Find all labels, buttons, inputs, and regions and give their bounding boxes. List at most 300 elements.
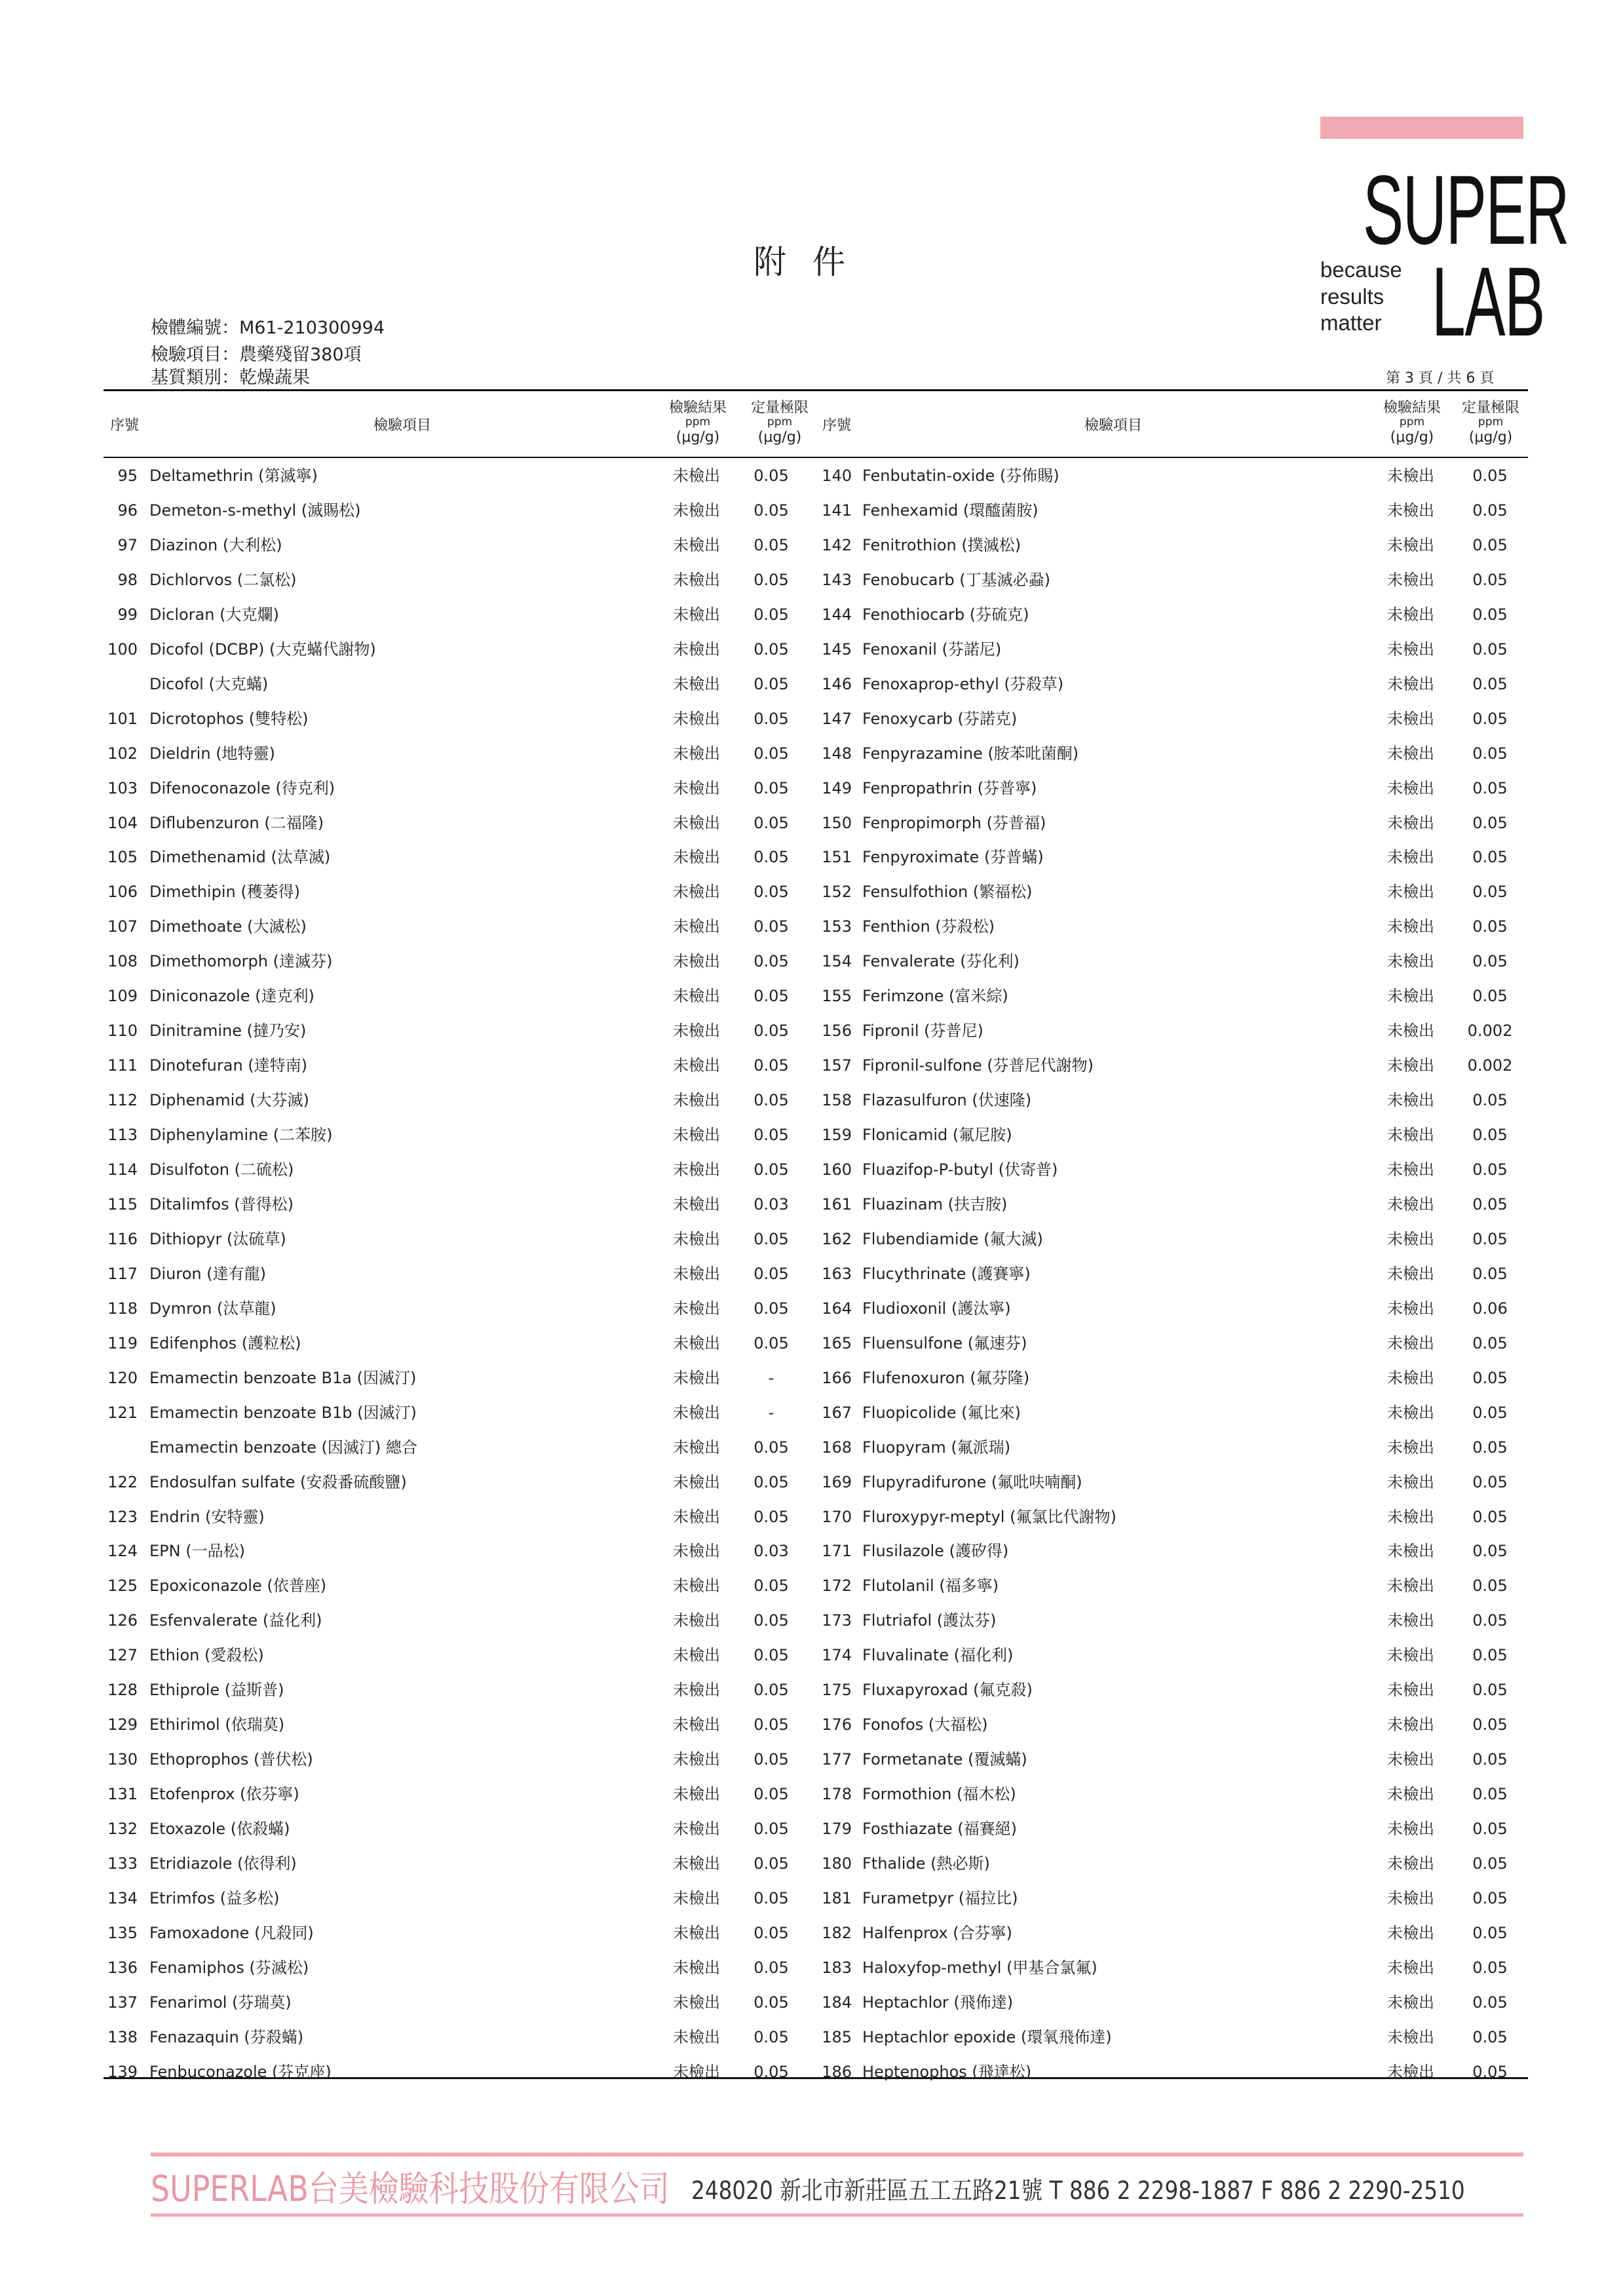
- row-result: 未檢出: [673, 1820, 720, 1839]
- row-result: 未檢出: [1387, 1403, 1434, 1422]
- row-number: 157: [822, 1056, 852, 1075]
- row-limit: 0.05: [1472, 917, 1508, 936]
- row-number: 177: [822, 1750, 852, 1769]
- row-limit: 0.06: [1472, 1299, 1508, 1318]
- logo-tagline-3: matter: [1320, 311, 1382, 335]
- row-item-name: Haloxyfop-methyl (甲基合氯氟): [862, 1958, 1098, 1977]
- row-limit: 0.05: [754, 1888, 789, 1907]
- row-result: 未檢出: [1387, 1056, 1434, 1075]
- row-limit: 0.05: [1472, 1438, 1508, 1457]
- row-limit: 0.05: [754, 1056, 789, 1075]
- row-item-name: Ethion (愛殺松): [149, 1646, 264, 1665]
- row-number: 130: [107, 1750, 138, 1769]
- row-result: 未檢出: [673, 2027, 720, 2046]
- row-number: 180: [822, 1854, 852, 1873]
- row-limit: 0.05: [1472, 1403, 1508, 1422]
- row-limit: 0.05: [1472, 1229, 1508, 1248]
- row-number: 151: [822, 848, 852, 867]
- row-limit: 0.05: [754, 2027, 789, 2046]
- row-result: 未檢出: [673, 1888, 720, 1907]
- row-result: 未檢出: [673, 2062, 720, 2081]
- row-number: 111: [107, 1056, 138, 1075]
- row-limit: 0.05: [1472, 1264, 1508, 1283]
- row-item-name: Flonicamid (氟尼胺): [862, 1126, 1012, 1145]
- row-result: 未檢出: [1387, 2062, 1434, 2081]
- row-item-name: Dicofol (大克蟎): [149, 674, 269, 693]
- row-item-name: Flutolanil (福多寧): [862, 1577, 999, 1596]
- row-result: 未檢出: [673, 1472, 720, 1491]
- row-result: 未檢出: [1387, 1160, 1434, 1179]
- row-limit: 0.05: [1472, 1091, 1508, 1110]
- row-item-name: Etridiazole (依得利): [149, 1854, 297, 1873]
- row-result: 未檢出: [1387, 674, 1434, 693]
- row-number: 109: [107, 987, 138, 1006]
- row-item-name: Fenoxanil (芬諾尼): [862, 640, 1002, 659]
- row-result: 未檢出: [1387, 1091, 1434, 1110]
- row-item-name: Dicofol (DCBP) (大克蟎代謝物): [149, 640, 376, 659]
- row-result: 未檢出: [1387, 883, 1434, 902]
- row-number: 147: [822, 709, 852, 728]
- row-limit: 0.05: [754, 535, 789, 554]
- row-item-name: Fenoxaprop-ethyl (芬殺草): [862, 674, 1064, 693]
- row-result: 未檢出: [673, 1750, 720, 1769]
- row-item-name: Fenobucarb (丁基滅必蝨): [862, 570, 1050, 589]
- row-item-name: Flutriafol (護汰芬): [862, 1611, 997, 1630]
- row-number: 126: [107, 1611, 138, 1630]
- row-number: 174: [822, 1646, 852, 1665]
- row-item-name: Formothion (福木松): [862, 1785, 1016, 1804]
- row-item-name: Fipronil (芬普尼): [862, 1022, 983, 1041]
- row-result: 未檢出: [673, 1854, 720, 1873]
- row-result: 未檢出: [673, 1681, 720, 1700]
- footer-address: 248020 新北市新莊區五工五路21號 T 886 2 2298-1887 F 886 2 2290-2510: [691, 2176, 1465, 2205]
- row-limit: 0.05: [1472, 1160, 1508, 1179]
- row-limit: 0.05: [1472, 2062, 1508, 2081]
- row-number: 113: [107, 1126, 138, 1145]
- row-item-name: Flufenoxuron (氟芬隆): [862, 1368, 1030, 1387]
- row-result: 未檢出: [1387, 467, 1434, 485]
- row-limit: 0.05: [1472, 2027, 1508, 2046]
- row-result: 未檢出: [1387, 1542, 1434, 1561]
- row-item-name: Fenbuconazole (芬克座): [149, 2062, 332, 2081]
- row-limit: 0.05: [1472, 674, 1508, 693]
- test-item: 檢驗項目：農藥殘留380項: [151, 345, 362, 365]
- row-item-name: Dimethenamid (汰草滅): [149, 848, 331, 867]
- row-result: 未檢出: [1387, 1750, 1434, 1769]
- row-number: 100: [107, 640, 138, 659]
- row-item-name: Fenthion (芬殺松): [862, 917, 995, 936]
- row-limit: 0.05: [754, 1820, 789, 1839]
- row-item-name: Dimethoate (大滅松): [149, 917, 307, 936]
- row-result: 未檢出: [673, 778, 720, 797]
- row-limit: 0.05: [754, 744, 789, 763]
- row-limit: 0.05: [754, 1715, 789, 1734]
- row-number: 167: [822, 1403, 852, 1422]
- header-limit-right: 定量極限 ppm (μg/g): [1461, 400, 1519, 446]
- row-number: 142: [822, 535, 852, 554]
- row-result: 未檢出: [1387, 1715, 1434, 1734]
- row-result: 未檢出: [1387, 952, 1434, 971]
- row-result: 未檢出: [1387, 778, 1434, 797]
- row-item-name: Fluopicolide (氟比來): [862, 1403, 1021, 1422]
- row-result: 未檢出: [1387, 570, 1434, 589]
- row-limit: 0.05: [1472, 709, 1508, 728]
- row-limit: 0.03: [754, 1195, 789, 1214]
- row-limit: 0.05: [754, 1958, 789, 1977]
- header-limit-left: 定量極限 ppm (μg/g): [750, 400, 809, 446]
- row-number: 104: [107, 813, 138, 832]
- row-number: 156: [822, 1022, 852, 1041]
- row-result: 未檢出: [673, 1091, 720, 1110]
- row-item-name: Endrin (安特靈): [149, 1507, 265, 1526]
- row-item-name: Dichlorvos (二氯松): [149, 570, 297, 589]
- row-limit: 0.05: [1472, 1715, 1508, 1734]
- row-result: 未檢出: [673, 605, 720, 624]
- row-result: 未檢出: [673, 1022, 720, 1041]
- row-limit: 0.05: [1472, 1472, 1508, 1491]
- row-limit: 0.05: [754, 1750, 789, 1769]
- row-item-name: Fipronil-sulfone (芬普尼代謝物): [862, 1056, 1094, 1075]
- row-number: 158: [822, 1091, 852, 1110]
- row-number: 101: [107, 709, 138, 728]
- row-result: 未檢出: [673, 1507, 720, 1526]
- row-limit: 0.05: [754, 848, 789, 867]
- row-result: 未檢出: [673, 987, 720, 1006]
- row-number: 143: [822, 570, 852, 589]
- row-item-name: Flupyradifurone (氟吡呋喃酮): [862, 1472, 1082, 1491]
- row-result: 未檢出: [1387, 848, 1434, 867]
- row-item-name: Fenazaquin (芬殺蟎): [149, 2027, 304, 2046]
- row-item-name: Heptachlor (飛佈達): [862, 1993, 1014, 2012]
- row-item-name: Fluazinam (扶吉胺): [862, 1195, 1008, 1214]
- row-limit: 0.05: [754, 1091, 789, 1110]
- row-item-name: Emamectin benzoate B1b (因滅汀): [149, 1403, 417, 1422]
- row-number: 186: [822, 2062, 852, 2081]
- row-number: 175: [822, 1681, 852, 1700]
- row-limit: 0.05: [754, 501, 789, 520]
- logo-accent-bar: [1320, 117, 1523, 139]
- row-limit: 0.05: [754, 1438, 789, 1457]
- row-limit: 0.05: [754, 1993, 789, 2012]
- row-result: 未檢出: [673, 1368, 720, 1387]
- row-number: 114: [107, 1160, 138, 1179]
- row-item-name: Diphenylamine (二苯胺): [149, 1126, 333, 1145]
- row-item-name: Formetanate (覆滅蟎): [862, 1750, 1027, 1769]
- row-limit: 0.05: [1472, 570, 1508, 589]
- row-item-name: Fenpyrazamine (胺苯吡菌酮): [862, 744, 1079, 763]
- row-number: 95: [117, 467, 138, 485]
- row-item-name: Fenoxycarb (芬諾克): [862, 709, 1018, 728]
- row-result: 未檢出: [1387, 1611, 1434, 1630]
- row-number: 136: [107, 1958, 138, 1977]
- row-result: 未檢出: [1387, 1820, 1434, 1839]
- row-item-name: Fenvalerate (芬化利): [862, 952, 1020, 971]
- row-item-name: Edifenphos (護粒松): [149, 1333, 301, 1352]
- row-item-name: Fluxapyroxad (氟克殺): [862, 1681, 1033, 1700]
- row-limit: 0.05: [1472, 1923, 1508, 1942]
- header-item-right: 檢驗項目: [1084, 417, 1143, 434]
- row-number: 139: [107, 2062, 138, 2081]
- row-result: 未檢出: [1387, 640, 1434, 659]
- row-result: 未檢出: [1387, 1854, 1434, 1873]
- row-item-name: Heptachlor epoxide (環氧飛佈達): [862, 2027, 1112, 2046]
- row-number: 170: [822, 1507, 852, 1526]
- row-number: 141: [822, 501, 852, 520]
- row-item-name: Epoxiconazole (依普座): [149, 1577, 327, 1596]
- row-item-name: Fosthiazate (福賽絕): [862, 1820, 1017, 1839]
- row-result: 未檢出: [673, 1403, 720, 1422]
- row-result: 未檢出: [1387, 605, 1434, 624]
- row-number: 107: [107, 917, 138, 936]
- row-limit: 0.05: [1472, 1333, 1508, 1352]
- row-limit: 0.05: [1472, 1993, 1508, 2012]
- row-number: 118: [107, 1299, 138, 1318]
- row-limit: 0.05: [754, 1333, 789, 1352]
- row-limit: 0.05: [754, 1126, 789, 1145]
- row-number: 123: [107, 1507, 138, 1526]
- row-result: 未檢出: [1387, 917, 1434, 936]
- row-number: 176: [822, 1715, 852, 1734]
- row-result: 未檢出: [673, 1229, 720, 1248]
- row-result: 未檢出: [673, 917, 720, 936]
- row-item-name: EPN (一品松): [149, 1542, 245, 1561]
- row-limit: 0.05: [1472, 1542, 1508, 1561]
- row-number: 185: [822, 2027, 852, 2046]
- row-result: 未檢出: [1387, 1923, 1434, 1942]
- row-item-name: Fenbutatin-oxide (芬佈賜): [862, 467, 1060, 485]
- row-number: 129: [107, 1715, 138, 1734]
- row-item-name: Fenpropathrin (芬普寧): [862, 778, 1037, 797]
- row-result: 未檢出: [1387, 1958, 1434, 1977]
- row-result: 未檢出: [673, 570, 720, 589]
- row-number: 122: [107, 1472, 138, 1491]
- row-number: 98: [117, 570, 138, 589]
- row-number: 168: [822, 1438, 852, 1457]
- row-result: 未檢出: [1387, 1333, 1434, 1352]
- sample-id: 檢體編號：M61-210300994: [151, 318, 385, 338]
- row-item-name: Emamectin benzoate (因滅汀) 總合: [149, 1438, 417, 1457]
- row-item-name: Flusilazole (護矽得): [862, 1542, 1009, 1561]
- row-limit: 0.05: [754, 987, 789, 1006]
- row-result: 未檢出: [673, 1056, 720, 1075]
- row-result: 未檢出: [673, 744, 720, 763]
- row-item-name: Diniconazole (達克利): [149, 987, 315, 1006]
- row-item-name: Deltamethrin (第滅寧): [149, 467, 318, 485]
- row-number: 99: [117, 605, 138, 624]
- row-number: 140: [822, 467, 852, 485]
- row-item-name: Fluopyram (氟派瑞): [862, 1438, 1011, 1457]
- logo-lab: LAB: [1432, 246, 1545, 356]
- row-item-name: Difenoconazole (待克利): [149, 778, 335, 797]
- row-item-name: Diphenamid (大芬滅): [149, 1091, 309, 1110]
- row-item-name: Dieldrin (地特靈): [149, 744, 275, 763]
- row-limit: 0.05: [754, 1299, 789, 1318]
- row-number: 165: [822, 1333, 852, 1352]
- row-item-name: Dithiopyr (汰硫草): [149, 1229, 286, 1248]
- row-result: 未檢出: [673, 1646, 720, 1665]
- row-number: 184: [822, 1993, 852, 2012]
- row-number: 152: [822, 883, 852, 902]
- row-number: 135: [107, 1923, 138, 1942]
- row-limit: 0.05: [754, 1923, 789, 1942]
- row-limit: -: [768, 1368, 774, 1387]
- row-item-name: Dimethipin (穫萎得): [149, 883, 301, 902]
- row-number: 154: [822, 952, 852, 971]
- row-limit: 0.05: [1472, 987, 1508, 1006]
- logo-tagline-1: because: [1320, 258, 1402, 282]
- row-item-name: Disulfoton (二硫松): [149, 1160, 294, 1179]
- row-number: 103: [107, 778, 138, 797]
- row-result: 未檢出: [1387, 1646, 1434, 1665]
- row-limit: 0.05: [754, 1022, 789, 1041]
- row-result: 未檢出: [673, 1611, 720, 1630]
- row-item-name: Fluvalinate (福化利): [862, 1646, 1014, 1665]
- row-limit: 0.05: [1472, 1507, 1508, 1526]
- row-item-name: Fenpyroximate (芬普蟎): [862, 848, 1044, 867]
- row-result: 未檢出: [1387, 1264, 1434, 1283]
- row-item-name: Fthalide (熱必斯): [862, 1854, 990, 1873]
- row-number: 163: [822, 1264, 852, 1283]
- row-number: 121: [107, 1403, 138, 1422]
- row-number: 112: [107, 1091, 138, 1110]
- row-number: 171: [822, 1542, 852, 1561]
- row-limit: 0.05: [1472, 813, 1508, 832]
- row-item-name: Dimethomorph (達滅芬): [149, 952, 333, 971]
- row-number: 160: [822, 1160, 852, 1179]
- row-limit: 0.03: [754, 1542, 789, 1561]
- row-item-name: Flucythrinate (護賽寧): [862, 1264, 1031, 1283]
- row-limit: 0.05: [1472, 1854, 1508, 1873]
- header-no-left: 序號: [110, 417, 140, 434]
- row-result: 未檢出: [673, 1993, 720, 2012]
- row-limit: -: [768, 1403, 774, 1422]
- row-limit: 0.05: [754, 1229, 789, 1248]
- row-item-name: Ethiprole (益斯普): [149, 1681, 284, 1700]
- row-limit: 0.05: [754, 883, 789, 902]
- row-limit: 0.05: [754, 778, 789, 797]
- row-number: 161: [822, 1195, 852, 1214]
- row-item-name: Fensulfothion (繁福松): [862, 883, 1033, 902]
- row-limit: 0.05: [754, 1577, 789, 1596]
- row-item-name: Diuron (達有龍): [149, 1264, 266, 1283]
- row-result: 未檢出: [673, 848, 720, 867]
- header-result-left: 檢驗結果 ppm (μg/g): [668, 400, 727, 446]
- row-number: 117: [107, 1264, 138, 1283]
- row-limit: 0.05: [754, 467, 789, 485]
- row-number: 106: [107, 883, 138, 902]
- row-result: 未檢出: [673, 813, 720, 832]
- row-item-name: Dicrotophos (雙特松): [149, 709, 309, 728]
- row-limit: 0.05: [754, 640, 789, 659]
- row-item-name: Emamectin benzoate B1a (因滅汀): [149, 1368, 417, 1387]
- row-number: 105: [107, 848, 138, 867]
- row-number: 144: [822, 605, 852, 624]
- row-number: 132: [107, 1820, 138, 1839]
- row-limit: 0.05: [754, 1785, 789, 1804]
- row-result: 未檢出: [673, 1333, 720, 1352]
- row-number: 115: [107, 1195, 138, 1214]
- header-bottom-rule: [104, 457, 1528, 458]
- row-result: 未檢出: [673, 1160, 720, 1179]
- row-result: 未檢出: [673, 1577, 720, 1596]
- row-result: 未檢出: [1387, 744, 1434, 763]
- row-number: 148: [822, 744, 852, 763]
- row-limit: 0.05: [1472, 467, 1508, 485]
- row-limit: 0.002: [1467, 1022, 1513, 1041]
- row-number: 164: [822, 1299, 852, 1318]
- row-number: 97: [117, 535, 138, 554]
- row-limit: 0.05: [754, 674, 789, 693]
- row-number: 182: [822, 1923, 852, 1942]
- row-item-name: Endosulfan sulfate (安殺番硫酸鹽): [149, 1472, 407, 1491]
- row-result: 未檢出: [1387, 813, 1434, 832]
- row-result: 未檢出: [1387, 1229, 1434, 1248]
- row-item-name: Fluensulfone (氟速芬): [862, 1333, 1027, 1352]
- row-item-name: Dymron (汰草龍): [149, 1299, 277, 1318]
- row-number: 155: [822, 987, 852, 1006]
- row-item-name: Diazinon (大利松): [149, 535, 282, 554]
- row-limit: 0.05: [1472, 1611, 1508, 1630]
- row-item-name: Halfenprox (合芬寧): [862, 1923, 1012, 1942]
- row-limit: 0.05: [1472, 1958, 1508, 1977]
- row-item-name: Fenpropimorph (芬普福): [862, 813, 1046, 832]
- row-item-name: Flazasulfuron (伏速隆): [862, 1091, 1032, 1110]
- row-result: 未檢出: [1387, 1022, 1434, 1041]
- row-item-name: Ditalimfos (普得松): [149, 1195, 294, 1214]
- row-item-name: Dinitramine (撻乃安): [149, 1022, 307, 1041]
- row-item-name: Flubendiamide (氟大滅): [862, 1229, 1043, 1248]
- row-number: 179: [822, 1820, 852, 1839]
- row-number: 159: [822, 1126, 852, 1145]
- matrix-type: 基質類別：乾燥蔬果: [151, 368, 310, 388]
- row-number: 150: [822, 813, 852, 832]
- row-result: 未檢出: [1387, 1507, 1434, 1526]
- row-result: 未檢出: [673, 501, 720, 520]
- header-no-right: 序號: [822, 417, 852, 434]
- row-result: 未檢出: [673, 1958, 720, 1977]
- row-number: 116: [107, 1229, 138, 1248]
- row-limit: 0.05: [1472, 640, 1508, 659]
- row-item-name: Fenamiphos (芬滅松): [149, 1958, 309, 1977]
- row-result: 未檢出: [673, 1715, 720, 1734]
- row-limit: 0.05: [1472, 1785, 1508, 1804]
- row-item-name: Ferimzone (富米綜): [862, 987, 1008, 1006]
- row-result: 未檢出: [1387, 1438, 1434, 1457]
- row-limit: 0.05: [754, 570, 789, 589]
- row-item-name: Etoxazole (依殺蟎): [149, 1820, 290, 1839]
- row-limit: 0.05: [754, 1854, 789, 1873]
- row-item-name: Etrimfos (益多松): [149, 1888, 280, 1907]
- row-limit: 0.05: [754, 1507, 789, 1526]
- row-limit: 0.05: [754, 1160, 789, 1179]
- row-result: 未檢出: [673, 1299, 720, 1318]
- row-limit: 0.05: [754, 813, 789, 832]
- row-result: 未檢出: [1387, 1993, 1434, 2012]
- row-number: 146: [822, 674, 852, 693]
- row-number: 172: [822, 1577, 852, 1596]
- row-result: 未檢出: [1387, 709, 1434, 728]
- row-limit: 0.05: [754, 709, 789, 728]
- row-result: 未檢出: [1387, 501, 1434, 520]
- footer-company: SUPERLAB台美檢驗科技股份有限公司: [151, 2168, 670, 2210]
- row-number: 153: [822, 917, 852, 936]
- row-limit: 0.05: [754, 1681, 789, 1700]
- row-limit: 0.05: [1472, 535, 1508, 554]
- row-item-name: Fluroxypyr-meptyl (氟氯比代謝物): [862, 1507, 1117, 1526]
- row-limit: 0.002: [1467, 1056, 1513, 1075]
- row-number: 134: [107, 1888, 138, 1907]
- row-item-name: Dinotefuran (達特南): [149, 1056, 308, 1075]
